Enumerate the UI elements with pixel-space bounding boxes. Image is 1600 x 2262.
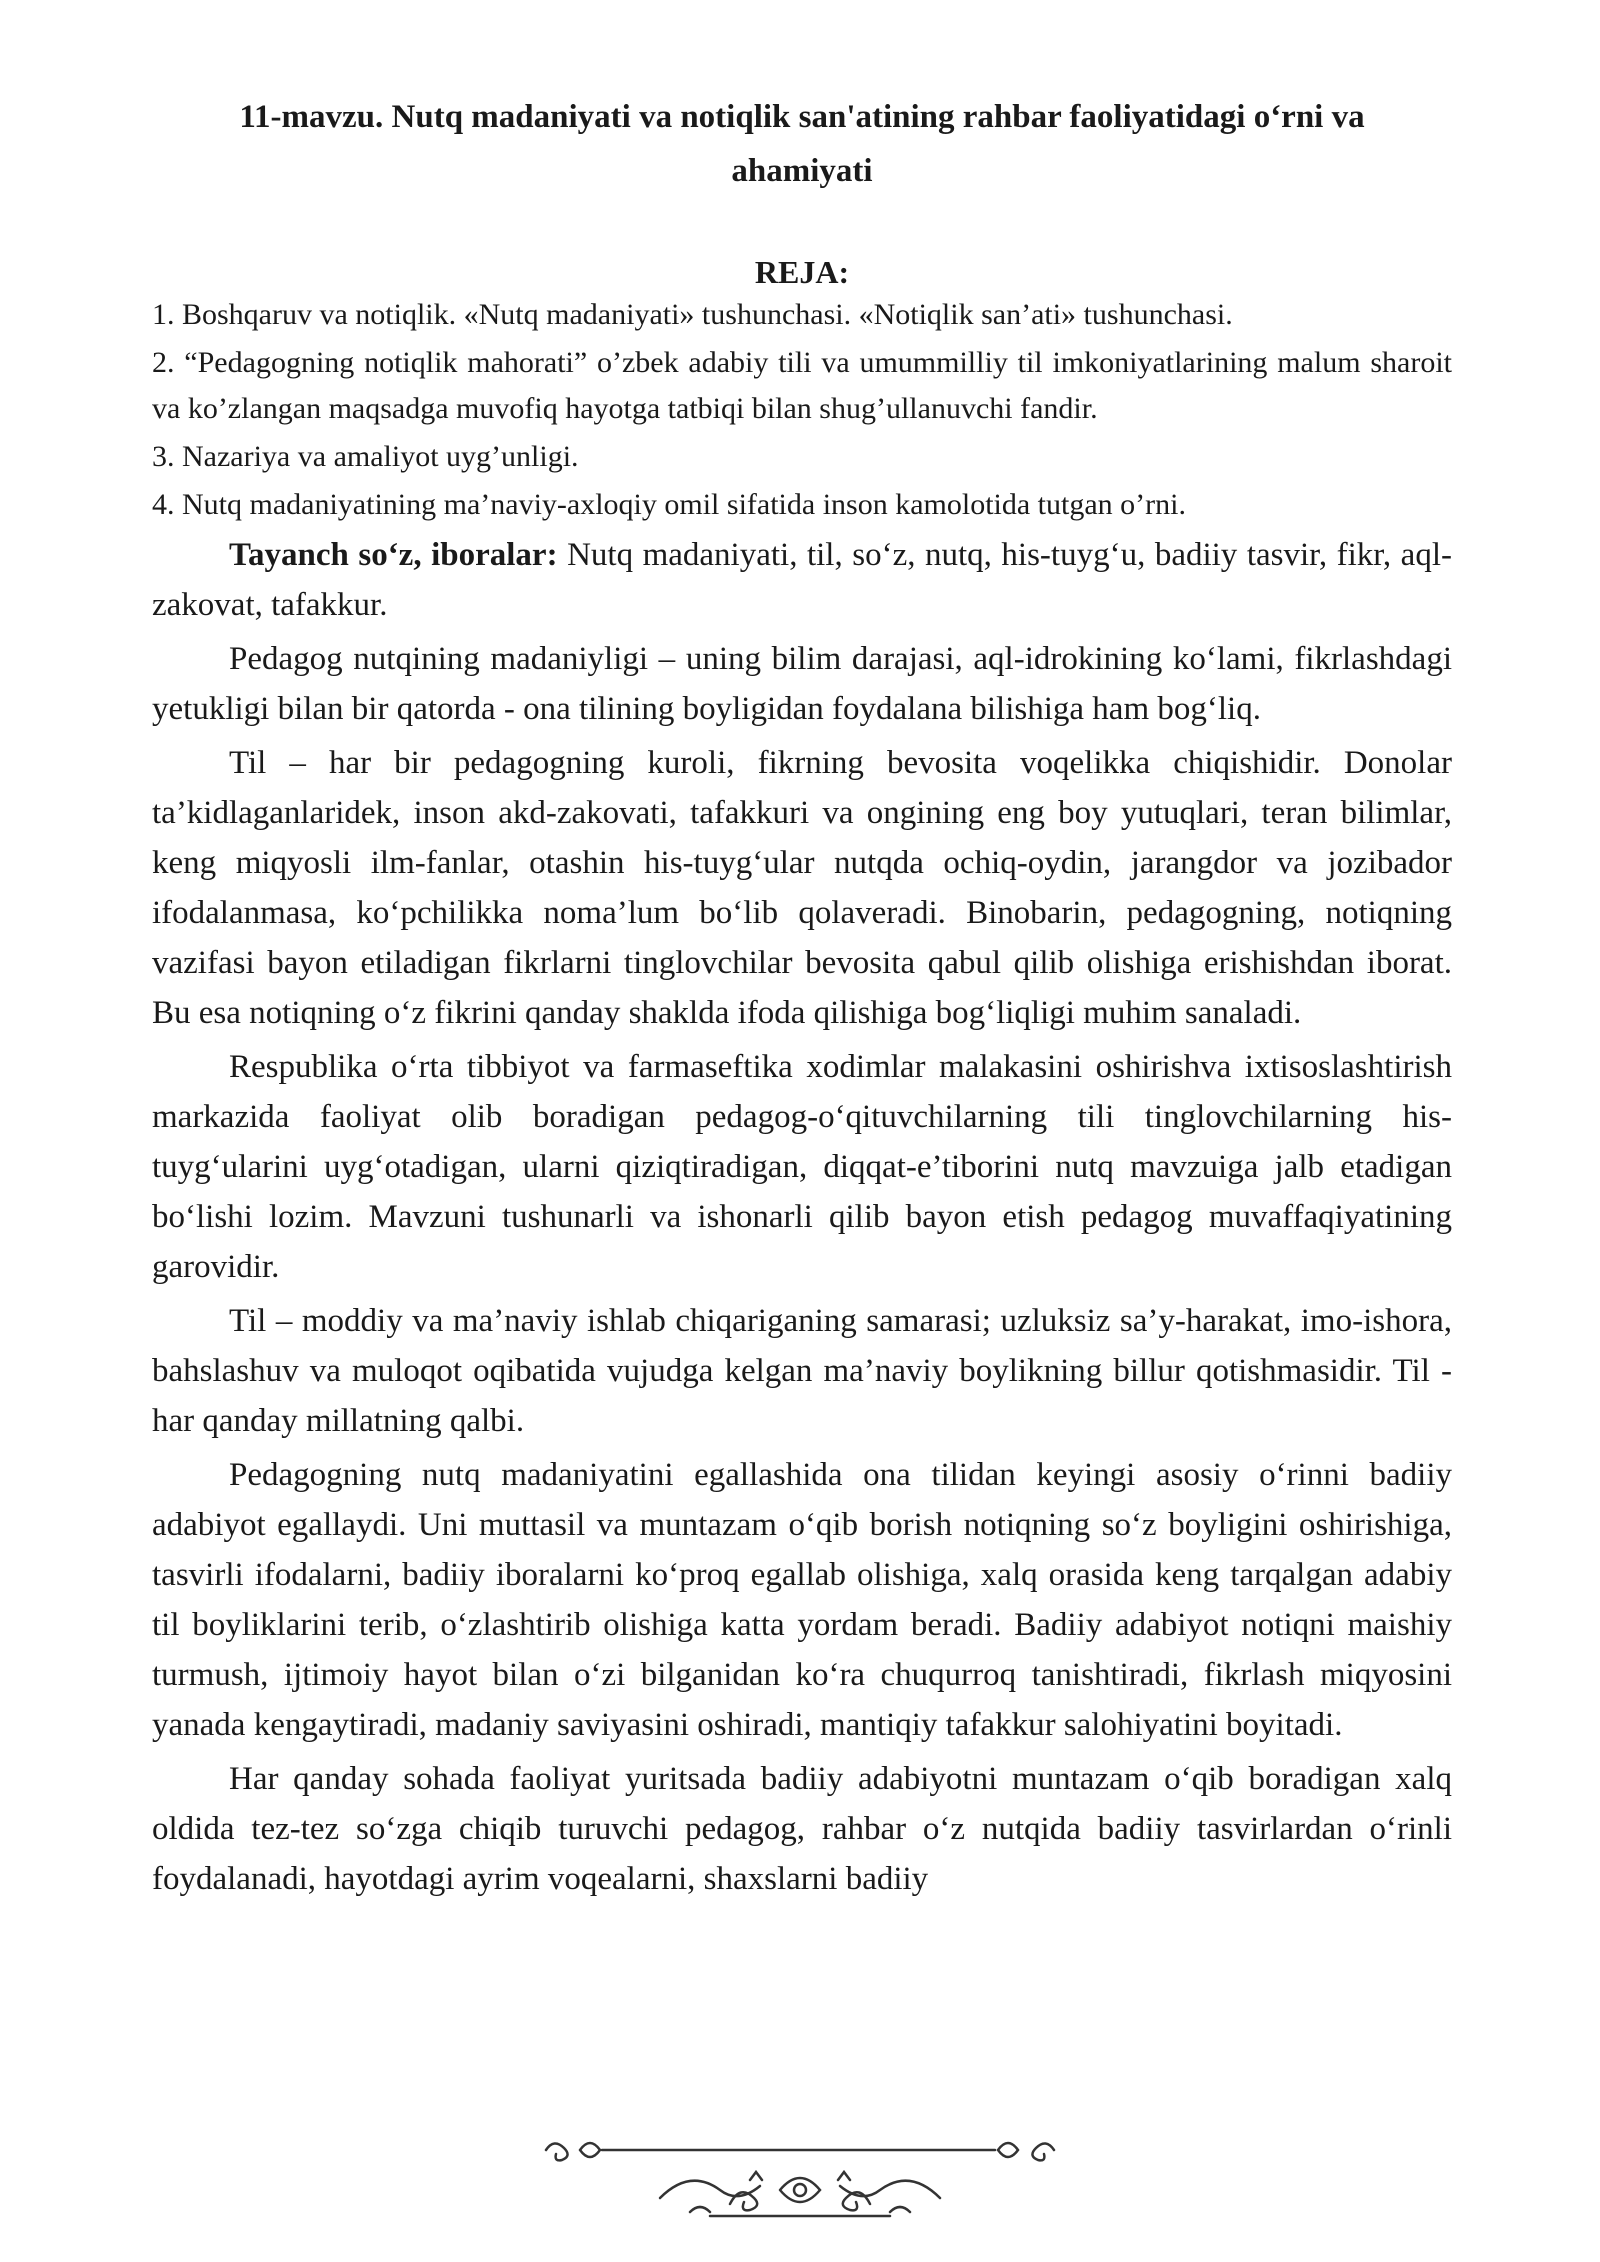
- body-paragraph: Har qanday sohada faoliyat yuritsada badiiy adabiyotni muntazam o‘qib boradigan xalq oldida tez-tez so‘zga chiqib turuvchi pedagog, rahbar o‘z nutqida badiiy tasvirlardan o‘rinli foydalanadi, hayotdagi ayrim voqealarni, shaxslarni badiiy: [152, 1761, 1452, 1897]
- decorative-flourish-divider-icon: [540, 2120, 1060, 2230]
- plan-item: 4. Nutq madaniyatining ma’naviy-axloqiy omil sifatida inson kamolotida tutgan o’rni.: [152, 488, 1186, 521]
- body-paragraph: Pedagogning nutq madaniyatini egallashida ona tilidan keyingi asosiy o‘rinni badiiy adabiyot egallaydi. Uni muttasil va muntazam o‘qib borish notiqning so‘z boyligini oshirishiga, tasvirli ifodalarni, badiiy iboralarni ko‘proq egallab olishiga, xalq orasida keng tarqalgan adabiy til boyliklarini terib, o‘zlashtirib olishiga katta yordam beradi. Badiiy adabiyot notiqni maishiy turmush, ijtimoiy hayot bilan o‘zi bilganidan ko‘ra chuqurroq tanishtiradi, fikrlash miqyosini yanada kengaytiradi, madaniy saviyasini oshiradi, mantiqiy tafakkur salohiyatini boyitadi.: [152, 1457, 1452, 1743]
- body-paragraph: Pedagog nutqining madaniyligi – uning bilim darajasi, aql-idrokining ko‘lami, fikrlashdagi yetukligi bilan bir qatorda - ona tilining boyligidan foydalana bilishiga ham bog‘liq.: [152, 641, 1452, 727]
- plan-heading: REJA:: [754, 254, 850, 290]
- body-paragraph: Respublika o‘rta tibbiyot va farmaseftika xodimlar malakasini oshirishva ixtisoslashtirish markazida faoliyat olib boradigan pedagog-o‘qituvchilarning tili tinglovchilarning his-tuyg‘ularini uyg‘otadigan, ularni qiziqtiradigan, diqqat-e’tiborini nutq mavzuiga jalb etadigan bo‘lishi lozim. Mavzuni tushunarli va ishonarli qilib bayon etish pedagog muvaffaqiyatining garovidir.: [152, 1049, 1452, 1285]
- keywords-paragraph: [152, 530, 1452, 630]
- plan-list: [152, 292, 1452, 528]
- body-paragraph: Til – har bir pedagogning kuroli, fikrning bevosita voqelikka chiqishidir. Donolar ta’kidlaganlaridek, inson akd-zakovati, tafakkuri va ongining eng boy yutuqlari, teran bilimlar, keng miqyosli ilm-fanlar, otashin his-tuyg‘ular nutqda ochiq-oydin, jarangdor va jozibador ifodalanmasa, ko‘pchilikka noma’lum bo‘lib qolaveradi. Binobarin, pedagogning, notiqning vazifasi bayon etiladigan fikrlarni tinglovchilar bevosita qabul qilib olishiga erishishdan iborat. Bu esa notiqning o‘z fikrini qanday shaklda ifoda qilishiga bog‘liqligi muhim sanaladi.: [152, 745, 1452, 1031]
- body-paragraph: Til – moddiy va ma’naviy ishlab chiqariganing samarasi; uzluksiz sa’y-harakat, imo-ishora, bahslashuv va muloqot oqibatida vujudga kelgan ma’naviy boylikning billur qotishmasidir. Til - har qanday millatning qalbi.: [152, 1303, 1452, 1439]
- keywords-label: Tayanch so‘z, iboralar:: [229, 537, 558, 573]
- plan-item: 2. “Pedagogning notiqlik mahorati” o’zbek adabiy tili va umummilliy til imkoniyatlarining malum sharoit va ko’zlangan maqsadga muvofiq hayotga tatbiqi bilan shug’ullanuvchi fandir.: [152, 346, 1452, 425]
- plan-item: 1. Boshqaruv va notiqlik. «Nutq madaniyati» tushunchasi. «Notiqlik san’ati» tushunchasi.: [152, 298, 1233, 331]
- page-content: [152, 90, 1452, 1908]
- page-title: 11-mavzu. Nutq madaniyati va notiqlik san'atining rahbar faoliyatidagi o‘rni va ahamiyati: [239, 99, 1365, 189]
- keywords-text: Nutq madaniyati, til, so‘z, nutq, his-tuyg‘u, badiiy tasvir, fikr, aql-zakovat, tafakkur.: [152, 537, 1452, 623]
- plan-item: 3. Nazariya va amaliyot uyg’unligi.: [152, 440, 579, 473]
